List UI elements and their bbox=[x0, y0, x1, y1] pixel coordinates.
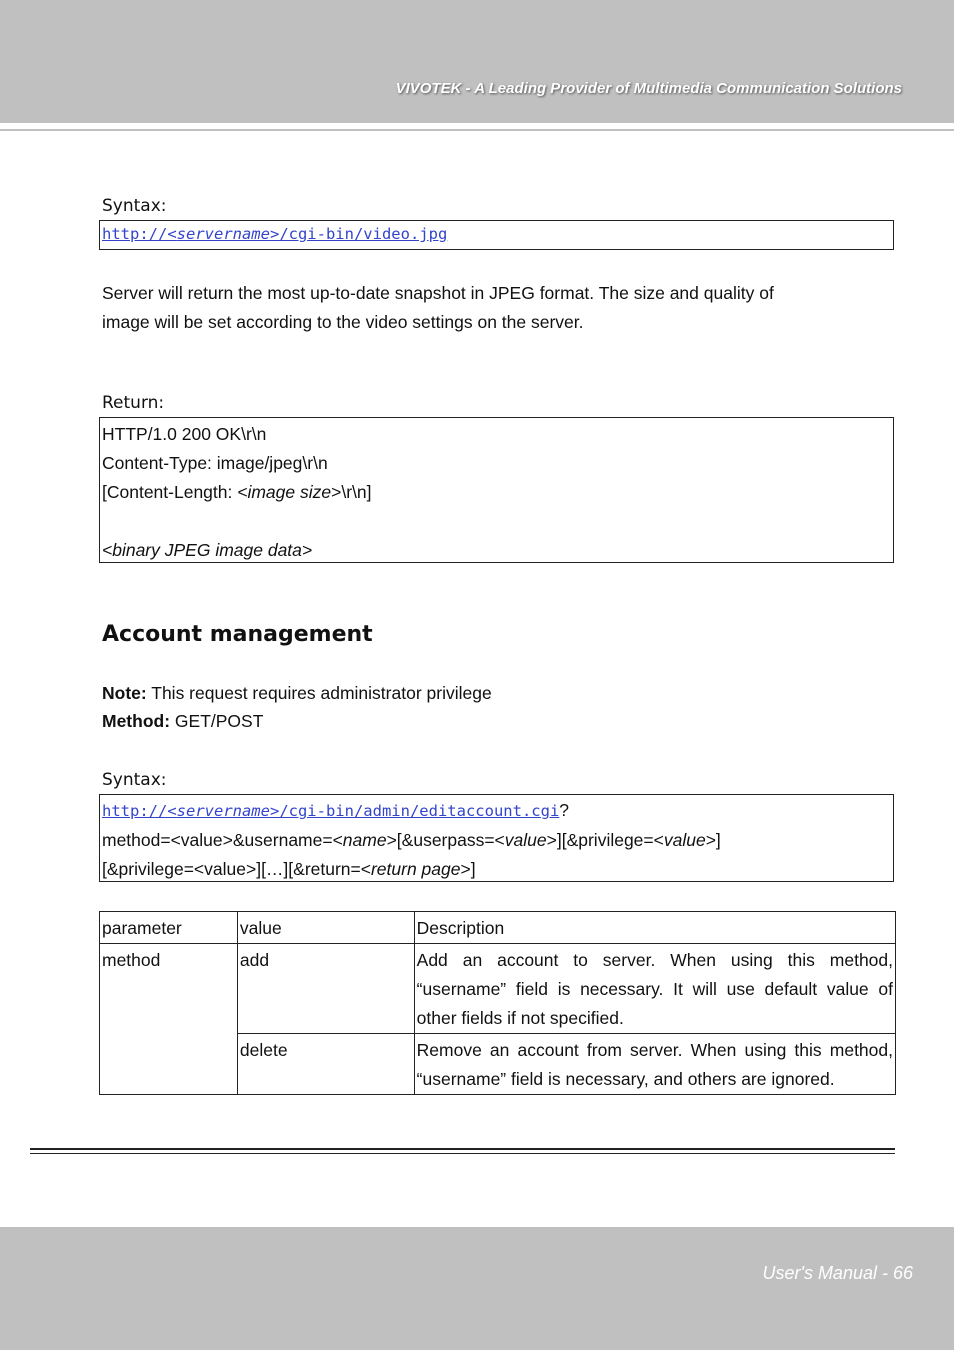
footer-divider-thin bbox=[30, 1153, 895, 1154]
value-cell: add bbox=[237, 944, 414, 1034]
header-divider bbox=[0, 129, 954, 131]
page-number: User's Manual - 66 bbox=[762, 1263, 913, 1283]
parameter-table bbox=[99, 911, 896, 1095]
account-syntax-label: Syntax: bbox=[102, 770, 167, 790]
header-parameter: parameter bbox=[100, 912, 238, 944]
page-header bbox=[0, 0, 954, 123]
snapshot-syntax-label: Syntax: bbox=[102, 196, 167, 216]
account-heading: Account management bbox=[102, 622, 373, 647]
description-cell: Add an account to server. When using this method, “username” field is necessary. It will use default value of other fields if not specified. bbox=[414, 944, 895, 1034]
header-description: Description bbox=[414, 912, 895, 944]
table-row bbox=[100, 944, 896, 1034]
editaccount-url-link[interactable]: http://<servername>/cgi-bin/admin/editaccount.cgi bbox=[102, 802, 560, 820]
return-label: Return: bbox=[102, 393, 165, 413]
account-method: Method: GET/POST bbox=[102, 711, 264, 731]
description-cell: Remove an account from server. When using this method, “username” field is necessary, and others are ignored. bbox=[414, 1034, 895, 1095]
page-footer bbox=[0, 1227, 954, 1350]
return-box: HTTP/1.0 200 OK\r\n Content-Type: image/jpeg\r\n [Content-Length: <image size>\r\n] <binary JPEG image data> bbox=[99, 417, 894, 563]
param-cell: method bbox=[100, 944, 238, 1095]
header-title: VIVOTEK - A Leading Provider of Multimedia Communication Solutions bbox=[395, 80, 902, 97]
footer-divider bbox=[30, 1148, 895, 1150]
snapshot-syntax-box bbox=[99, 220, 894, 250]
table-header-row bbox=[100, 912, 896, 944]
account-syntax-box: http://<servername>/cgi-bin/admin/editaccount.cgi? method=<value>&username=<name>[&userpass=<value>][&privilege=<value>] [&privilege=<value>][…][&return=<return page>] bbox=[99, 794, 894, 882]
snapshot-url-link[interactable]: http://<servername>/cgi-bin/video.jpg bbox=[102, 225, 448, 243]
snapshot-description: Server will return the most up-to-date snapshot in JPEG format. The size and quality of image will be set according to the video settings on the server. bbox=[102, 283, 774, 332]
value-cell: delete bbox=[237, 1034, 414, 1095]
header-value: value bbox=[237, 912, 414, 944]
account-note: Note: This request requires administrator privilege bbox=[102, 683, 492, 703]
